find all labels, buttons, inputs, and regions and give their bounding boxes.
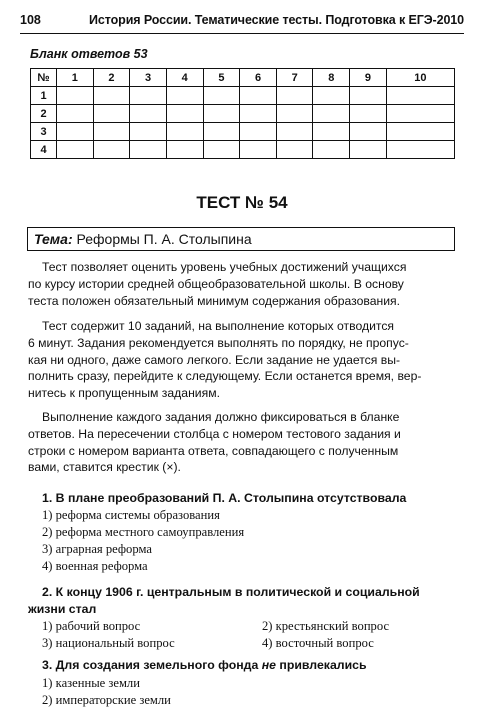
table-row — [31, 141, 455, 159]
text-line: кая ни одного, даже самого легкого. Если задание не удается вы- — [28, 352, 401, 367]
answer-cell[interactable] — [93, 105, 130, 123]
answer-cell[interactable] — [350, 123, 387, 141]
table-row — [31, 105, 455, 123]
answer-sheet-title: Бланк ответов 53 — [30, 47, 148, 61]
answer-cell[interactable] — [203, 141, 240, 159]
text-line: теста положен обязательный минимум содержания образования. — [28, 293, 400, 308]
question-2: 2. К концу 1906 г. центральным в политической и социальной — [42, 585, 420, 599]
running-title: История России. Тематические тесты. Подготовка к ЕГЭ-2010 — [89, 13, 464, 27]
header-cell: 2 — [93, 69, 130, 87]
answer-sheet-header-row — [31, 69, 455, 87]
question-3-text: 3. Для создания земельного фонда — [42, 658, 262, 672]
intro-paragraph-3 — [28, 409, 458, 476]
row-number: 3 — [31, 123, 57, 141]
answer-cell[interactable] — [57, 87, 94, 105]
answer-cell[interactable] — [166, 87, 203, 105]
question-2-option: 2) крестьянский вопрос — [262, 619, 390, 633]
row-number: 2 — [31, 105, 57, 123]
row-number: 4 — [31, 141, 57, 159]
answer-cell[interactable] — [166, 123, 203, 141]
answer-cell[interactable] — [93, 87, 130, 105]
answer-cell[interactable] — [57, 123, 94, 141]
answer-cell[interactable] — [240, 141, 277, 159]
answer-cell[interactable] — [313, 105, 350, 123]
answer-cell[interactable] — [276, 105, 313, 123]
answer-cell[interactable] — [93, 123, 130, 141]
table-row — [31, 123, 455, 141]
answer-cell[interactable] — [313, 87, 350, 105]
header-rule — [20, 33, 464, 34]
topic-box — [27, 227, 455, 251]
answer-cell[interactable] — [57, 105, 94, 123]
text-line: строки с номером варианта ответа, совпадающего с полученным — [28, 443, 399, 458]
test-title: ТЕСТ № 54 — [196, 193, 288, 212]
text-line: полнить сразу, перейдите к следующему. Если останется время, вер- — [28, 369, 422, 384]
answer-cell[interactable] — [386, 141, 454, 159]
header-cell: 9 — [350, 69, 387, 87]
answer-cell[interactable] — [350, 141, 387, 159]
question-1-option: 2) реформа местного самоуправления — [42, 525, 245, 539]
table-row — [31, 87, 455, 105]
answer-cell[interactable] — [166, 105, 203, 123]
text-line: нитесь к пропущенным заданиям. — [28, 386, 220, 401]
header-cell: 7 — [276, 69, 313, 87]
header-cell: 5 — [203, 69, 240, 87]
question-2-option: 3) национальный вопрос — [42, 636, 175, 650]
answer-cell[interactable] — [313, 123, 350, 141]
question-3-option: 1) казенные земли — [42, 676, 140, 690]
header-cell: 8 — [313, 69, 350, 87]
question-1: 1. В плане преобразований П. А. Столыпина отсутствовала — [42, 491, 407, 505]
answer-cell[interactable] — [240, 87, 277, 105]
answer-cell[interactable] — [276, 123, 313, 141]
answer-cell[interactable] — [386, 123, 454, 141]
answer-cell[interactable] — [166, 141, 203, 159]
answer-cell[interactable] — [386, 105, 454, 123]
question-2-option: 4) восточный вопрос — [262, 636, 374, 650]
question-3-emphasis: не — [261, 658, 276, 672]
question-3-option: 2) императорские земли — [42, 693, 171, 707]
topic-label: Тема: — [34, 231, 73, 247]
text-line: Тест позволяет оценить уровень учебных достижений учащихся — [42, 260, 407, 274]
answer-cell[interactable] — [350, 87, 387, 105]
text-line: Выполнение каждого задания должно фиксироваться в бланке — [42, 410, 400, 424]
question-1-option: 4) военная реформа — [42, 559, 148, 573]
answer-cell[interactable] — [130, 87, 167, 105]
answer-cell[interactable] — [350, 105, 387, 123]
answer-cell[interactable] — [203, 105, 240, 123]
answer-cell[interactable] — [240, 123, 277, 141]
page-header — [20, 13, 464, 33]
answer-cell[interactable] — [93, 141, 130, 159]
text-line: вами, ставится крестик (×). — [28, 460, 181, 475]
answer-cell[interactable] — [57, 141, 94, 159]
answer-cell[interactable] — [130, 141, 167, 159]
answer-cell[interactable] — [130, 123, 167, 141]
answer-cell[interactable] — [130, 105, 167, 123]
answer-cell[interactable] — [276, 87, 313, 105]
question-2-option: 1) рабочий вопрос — [42, 619, 141, 633]
question-1-option: 3) аграрная реформа — [42, 542, 152, 556]
answer-cell[interactable] — [203, 123, 240, 141]
question-3 — [42, 658, 367, 672]
intro-paragraph-2 — [28, 318, 458, 402]
header-cell: 3 — [130, 69, 167, 87]
row-number: 1 — [31, 87, 57, 105]
text-line: 6 минут. Задания рекомендуется выполнять по порядку, не пропус- — [28, 335, 409, 350]
question-2-continuation: жизни стал — [28, 602, 97, 616]
answer-sheet-table — [30, 68, 455, 159]
header-cell: 1 — [57, 69, 94, 87]
answer-cell[interactable] — [313, 141, 350, 159]
question-3-text-end: привлекались — [276, 658, 367, 672]
header-cell: 4 — [166, 69, 203, 87]
text-line: по курсу истории средней общеобразовательной школы. В основу — [28, 276, 404, 291]
answer-cell[interactable] — [386, 87, 454, 105]
header-cell: 10 — [386, 69, 454, 87]
answer-cell[interactable] — [276, 141, 313, 159]
question-1-option: 1) реформа системы образования — [42, 508, 220, 522]
header-cell: 6 — [240, 69, 277, 87]
text-line: Тест содержит 10 заданий, на выполнение которых отводится — [42, 319, 395, 333]
answer-cell[interactable] — [240, 105, 277, 123]
topic-text: Реформы П. А. Столыпина — [76, 231, 252, 247]
intro-paragraph-1 — [28, 259, 458, 309]
text-line: ответов. На пересечении столбца с номером тестового задания и — [28, 426, 401, 441]
header-cell: № — [31, 69, 57, 87]
answer-cell[interactable] — [203, 87, 240, 105]
page-number: 108 — [20, 13, 41, 27]
